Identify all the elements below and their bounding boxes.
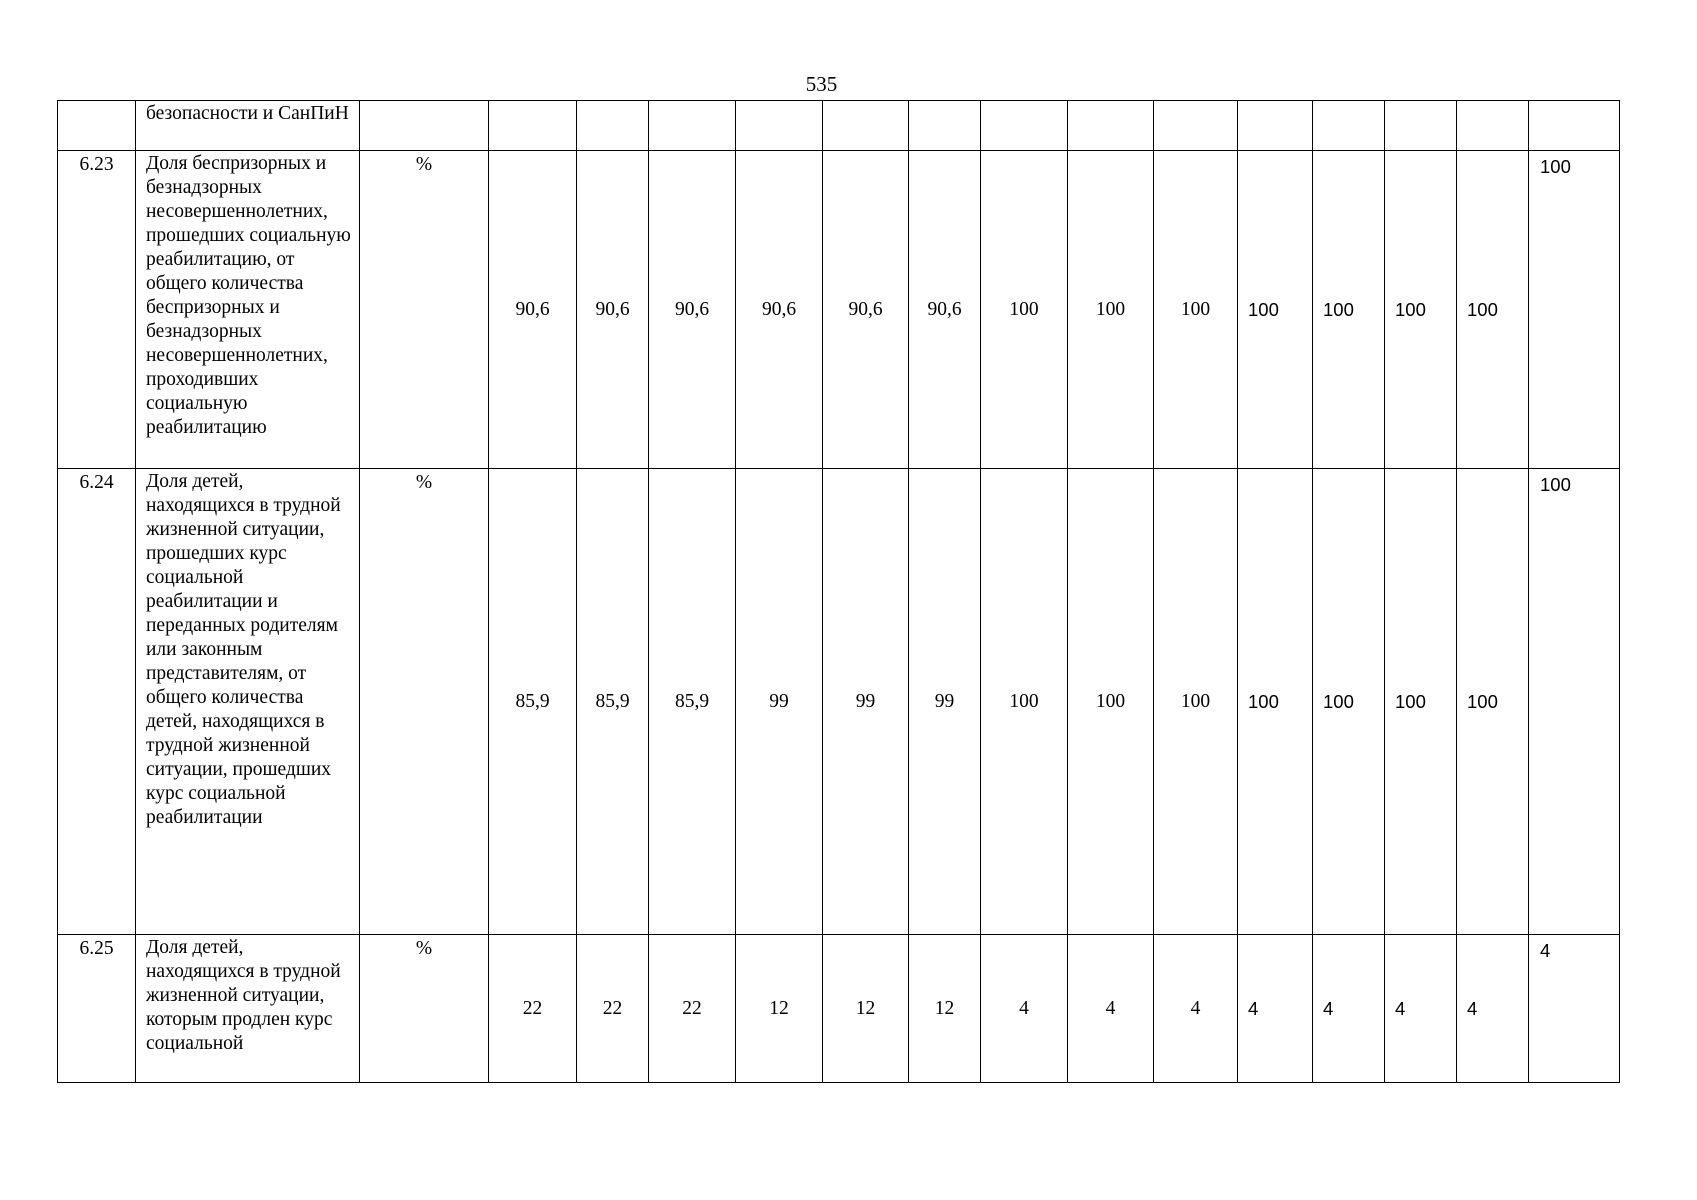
value-cell: 12 [823,935,909,1083]
page-number: 535 [805,72,838,96]
value-cell: 4 [1313,935,1385,1083]
value-cell: 12 [909,935,981,1083]
value-cell [489,101,577,151]
value-cell: 100 [1154,469,1238,935]
final-value-cell: 100 [1529,469,1620,935]
row-unit: % [360,469,489,935]
value-cell: 100 [1154,151,1238,469]
value-cell: 100 [1238,469,1313,935]
value-cell [577,101,649,151]
value-cell: 90,6 [489,151,577,469]
value-cell: 100 [981,151,1068,469]
indicators-table [57,100,1620,1083]
value-cell: 99 [909,469,981,935]
value-cell: 100 [1068,151,1154,469]
value-cell: 100 [1457,469,1529,935]
row-description: безопасности и СанПиН [136,101,360,151]
value-cell [1457,101,1529,151]
value-cell [1529,101,1620,151]
value-cell: 22 [489,935,577,1083]
value-cell [981,101,1068,151]
value-cell [736,101,823,151]
row-unit: % [360,151,489,469]
value-cell: 90,6 [909,151,981,469]
table-row [58,469,1620,935]
row-number: 6.25 [58,935,136,1083]
value-cell [823,101,909,151]
final-value-cell: 4 [1529,935,1620,1083]
row-description: Доля детей, находящихся в трудной жизненной ситуации, которым продлен курс социальной [136,935,360,1083]
value-cell: 85,9 [489,469,577,935]
value-cell [909,101,981,151]
value-cell [1238,101,1313,151]
value-cell [1313,101,1385,151]
value-cell: 12 [736,935,823,1083]
final-value-cell: 100 [1529,151,1620,469]
value-cell [1385,101,1457,151]
value-cell: 100 [1457,151,1529,469]
value-cell: 100 [1068,469,1154,935]
value-cell: 4 [1457,935,1529,1083]
value-cell: 4 [981,935,1068,1083]
value-cell: 100 [1385,469,1457,935]
value-cell: 99 [823,469,909,935]
value-cell: 4 [1238,935,1313,1083]
row-unit [360,101,489,151]
value-cell: 100 [1313,151,1385,469]
value-cell: 22 [649,935,736,1083]
row-unit: % [360,935,489,1083]
table-row-continuation [58,101,1620,151]
value-cell [1068,101,1154,151]
value-cell: 4 [1385,935,1457,1083]
value-cell: 100 [1313,469,1385,935]
value-cell: 90,6 [736,151,823,469]
row-description: Доля беспризорных и безнадзорных несовершеннолетних, прошедших социальную реабилитацию, от общего количества беспризорных и безнадзорных несовершеннолетних, проходивших социальную реабилитацию [136,151,360,469]
value-cell: 100 [981,469,1068,935]
value-cell: 22 [577,935,649,1083]
value-cell: 100 [1385,151,1457,469]
row-description: Доля детей, находящихся в трудной жизненной ситуации, прошедших курс социальной реабилитации и переданных родителям или законным представителям, от общего количества детей, находящихся в трудной жизненной ситуации, прошедших курс социальной реабилитации [136,469,360,935]
value-cell: 4 [1154,935,1238,1083]
value-cell: 4 [1068,935,1154,1083]
value-cell: 85,9 [649,469,736,935]
table-row [58,935,1620,1083]
value-cell [649,101,736,151]
value-cell: 90,6 [823,151,909,469]
row-number: 6.24 [58,469,136,935]
value-cell [1154,101,1238,151]
value-cell: 85,9 [577,469,649,935]
value-cell: 90,6 [577,151,649,469]
value-cell: 100 [1238,151,1313,469]
value-cell: 99 [736,469,823,935]
table-row [58,151,1620,469]
value-cell: 90,6 [649,151,736,469]
row-number [58,101,136,151]
row-number: 6.23 [58,151,136,469]
